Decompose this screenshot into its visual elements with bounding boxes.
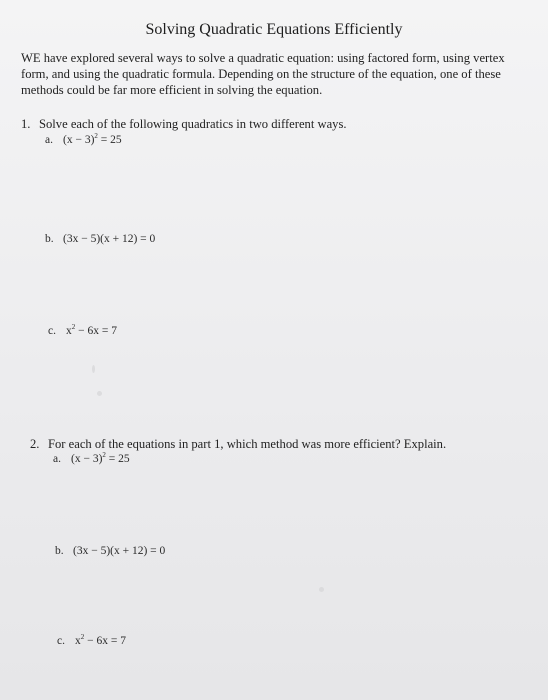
question-1c [48, 324, 117, 338]
equation: (3x − 5)(x + 12) = 0 [63, 233, 156, 245]
paper-speck [92, 365, 95, 373]
equation: $(x - 3)^2 = 25$ [63, 132, 122, 146]
question-1a [45, 133, 122, 147]
question-2 [30, 436, 446, 452]
part-letter: a. [53, 453, 61, 465]
part-letter: b. [55, 545, 64, 557]
question-2b [55, 544, 165, 558]
paper-speck [319, 587, 324, 592]
page-title: Solving Quadratic Equations Efficiently [145, 21, 403, 38]
equation: $x^2 - 6x = 7$ [75, 633, 126, 647]
part-letter: a. [45, 134, 53, 146]
part-letter: b. [45, 233, 54, 245]
intro-paragraph: WE have explored several ways to solve a quadratic equation: using factored form, using vertex form, and using the quadratic formula. Depending on the structure of the equation, one of these methods could be far more efficient in solving the equation. [21, 51, 505, 97]
equation: (3x − 5)(x + 12) = 0 [73, 545, 166, 557]
question-2c [57, 634, 126, 648]
question-1-prompt: Solve each of the following quadratics in two different ways. [39, 117, 347, 131]
part-letter: c. [48, 325, 56, 337]
equation: $x^2 - 6x = 7$ [66, 323, 117, 337]
question-1 [21, 116, 347, 132]
question-2-prompt: For each of the equations in part 1, which method was more efficient? Explain. [48, 437, 447, 451]
question-2-number: 2. [30, 437, 40, 451]
question-1b [45, 232, 155, 246]
equation: $(x - 3)^2 = 25$ [71, 451, 130, 465]
question-2a [53, 452, 130, 466]
question-1-number: 1. [21, 117, 31, 131]
paper-speck [97, 391, 102, 396]
part-letter: c. [57, 635, 65, 647]
